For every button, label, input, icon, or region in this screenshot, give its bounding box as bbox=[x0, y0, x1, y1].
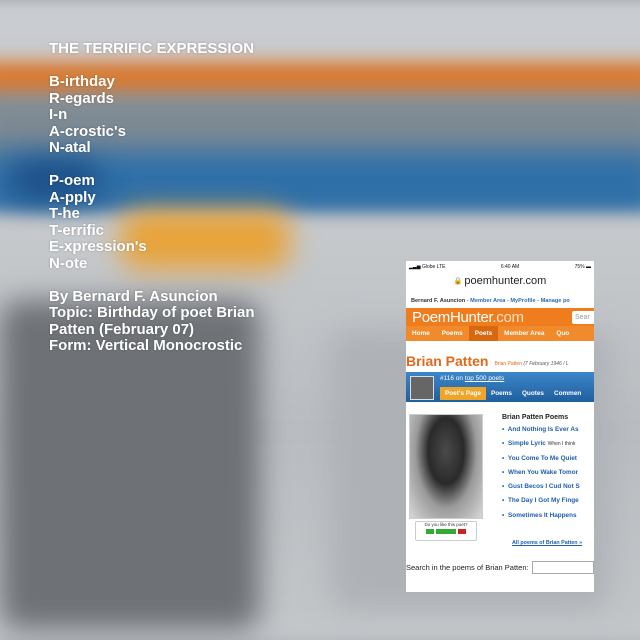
poem-line: E-xpression's bbox=[49, 238, 147, 255]
tab-comments[interactable]: Commen bbox=[553, 390, 582, 397]
stanza-2 bbox=[49, 173, 255, 272]
nav-home[interactable]: Home bbox=[412, 330, 430, 337]
poem-search-input[interactable] bbox=[532, 561, 594, 574]
poem-line: N-atal bbox=[49, 139, 91, 156]
poet-name: Brian Patten bbox=[406, 353, 489, 369]
nav-poems[interactable]: Poems bbox=[441, 330, 463, 337]
poet-rank: #116 on top 500 poets bbox=[440, 375, 505, 382]
like-button[interactable] bbox=[426, 529, 434, 534]
url-text: poemhunter.com bbox=[464, 275, 547, 287]
address-bar[interactable] bbox=[406, 273, 594, 289]
poem-search-row bbox=[406, 561, 594, 574]
poem-line: I-n bbox=[49, 106, 68, 123]
form-line: Form: Vertical Monocrostic bbox=[49, 337, 243, 354]
poet-dates: Brian Patten (7 February 1946 / L bbox=[494, 361, 569, 367]
poet-title-row bbox=[406, 341, 594, 372]
member-bar: Bernard F. Asuncion - Member Area - MyProfile - Manage po bbox=[411, 297, 570, 304]
battery-icon: ▬ bbox=[585, 264, 591, 270]
site-header bbox=[406, 308, 594, 326]
like-box bbox=[415, 521, 477, 541]
poet-bar bbox=[406, 372, 594, 402]
poem-line: R-egards bbox=[49, 89, 115, 107]
member-name: Bernard F. Asuncion bbox=[411, 297, 466, 304]
avatar bbox=[410, 376, 434, 400]
poet-content bbox=[406, 402, 594, 546]
list-item[interactable]: • And Nothing Is Ever As bbox=[502, 426, 579, 433]
clock: 6:40 AM bbox=[500, 264, 520, 270]
poem-line: T-errific bbox=[49, 221, 105, 239]
stanza-1 bbox=[49, 74, 255, 157]
like-prompt: Do you like this poet? bbox=[424, 522, 468, 527]
dislike-button[interactable] bbox=[458, 529, 466, 534]
like-meter bbox=[436, 529, 456, 534]
site-search-input[interactable]: Sear bbox=[572, 311, 594, 324]
signal-icon: ▂▃▅ bbox=[409, 264, 421, 270]
myprofile-link[interactable]: MyProfile bbox=[510, 297, 536, 304]
poem-line: N-ote bbox=[49, 254, 88, 272]
poems-heading: Brian Patten Poems bbox=[502, 414, 569, 421]
list-item[interactable]: • You Come To Me Quiet bbox=[502, 454, 577, 462]
nav-member-area[interactable]: Member Area bbox=[504, 330, 545, 337]
credits bbox=[49, 289, 255, 355]
poem-line: B-irthday bbox=[49, 73, 115, 90]
battery-indicator: 75% ▬ bbox=[574, 264, 591, 270]
member-area-link[interactable]: Member Area bbox=[470, 297, 506, 304]
poem-line: A-pply bbox=[49, 188, 96, 206]
poems-list bbox=[502, 414, 583, 546]
poem-text bbox=[49, 41, 255, 355]
list-item[interactable]: • When You Wake Tomor bbox=[502, 468, 579, 476]
tab-poets-page[interactable]: Poet's Page bbox=[440, 387, 486, 400]
all-poems-link[interactable]: All poems of Brian Patten » bbox=[512, 540, 583, 546]
tab-poems[interactable]: Poems bbox=[490, 390, 512, 397]
tab-quotes[interactable]: Quotes bbox=[521, 390, 544, 397]
carrier-label: ▂▃▅ Globe LTE bbox=[409, 264, 446, 270]
list-item[interactable]: • The Day I Got My Finge bbox=[502, 497, 579, 505]
poem-line: A-crostic's bbox=[49, 122, 126, 140]
top-poets-link[interactable]: top 500 poets bbox=[464, 375, 505, 382]
poem-title: THE TERRIFIC EXPRESSION bbox=[49, 40, 255, 57]
status-bar bbox=[406, 261, 594, 273]
site-logo[interactable]: PoemHunter.com bbox=[412, 308, 524, 326]
poem-line: P-oem bbox=[49, 172, 95, 189]
poem-line: T-he bbox=[49, 205, 80, 222]
main-nav bbox=[406, 326, 594, 341]
topic-line: Patten (February 07) bbox=[49, 320, 195, 338]
byline: By Bernard F. Asuncion bbox=[49, 287, 218, 305]
poet-tabs bbox=[440, 387, 586, 400]
list-item[interactable]: • Sometimes It Happens bbox=[502, 511, 577, 519]
poet-photo bbox=[409, 414, 483, 519]
poemhunter-screenshot bbox=[406, 261, 594, 592]
list-item[interactable]: • Simple Lyric When I think bbox=[502, 440, 576, 448]
manage-link[interactable]: Manage po bbox=[540, 297, 570, 304]
nav-poets[interactable]: Poets bbox=[469, 326, 498, 341]
list-item[interactable]: • Gust Becos I Cud Not S bbox=[502, 483, 580, 491]
topic-line: Topic: Birthday of poet Brian bbox=[49, 304, 255, 321]
poem-search-label: Search in the poems of Brian Patten: bbox=[406, 563, 529, 572]
nav-quotes[interactable]: Quo bbox=[556, 330, 570, 337]
lock-icon: 🔒 bbox=[453, 278, 463, 285]
